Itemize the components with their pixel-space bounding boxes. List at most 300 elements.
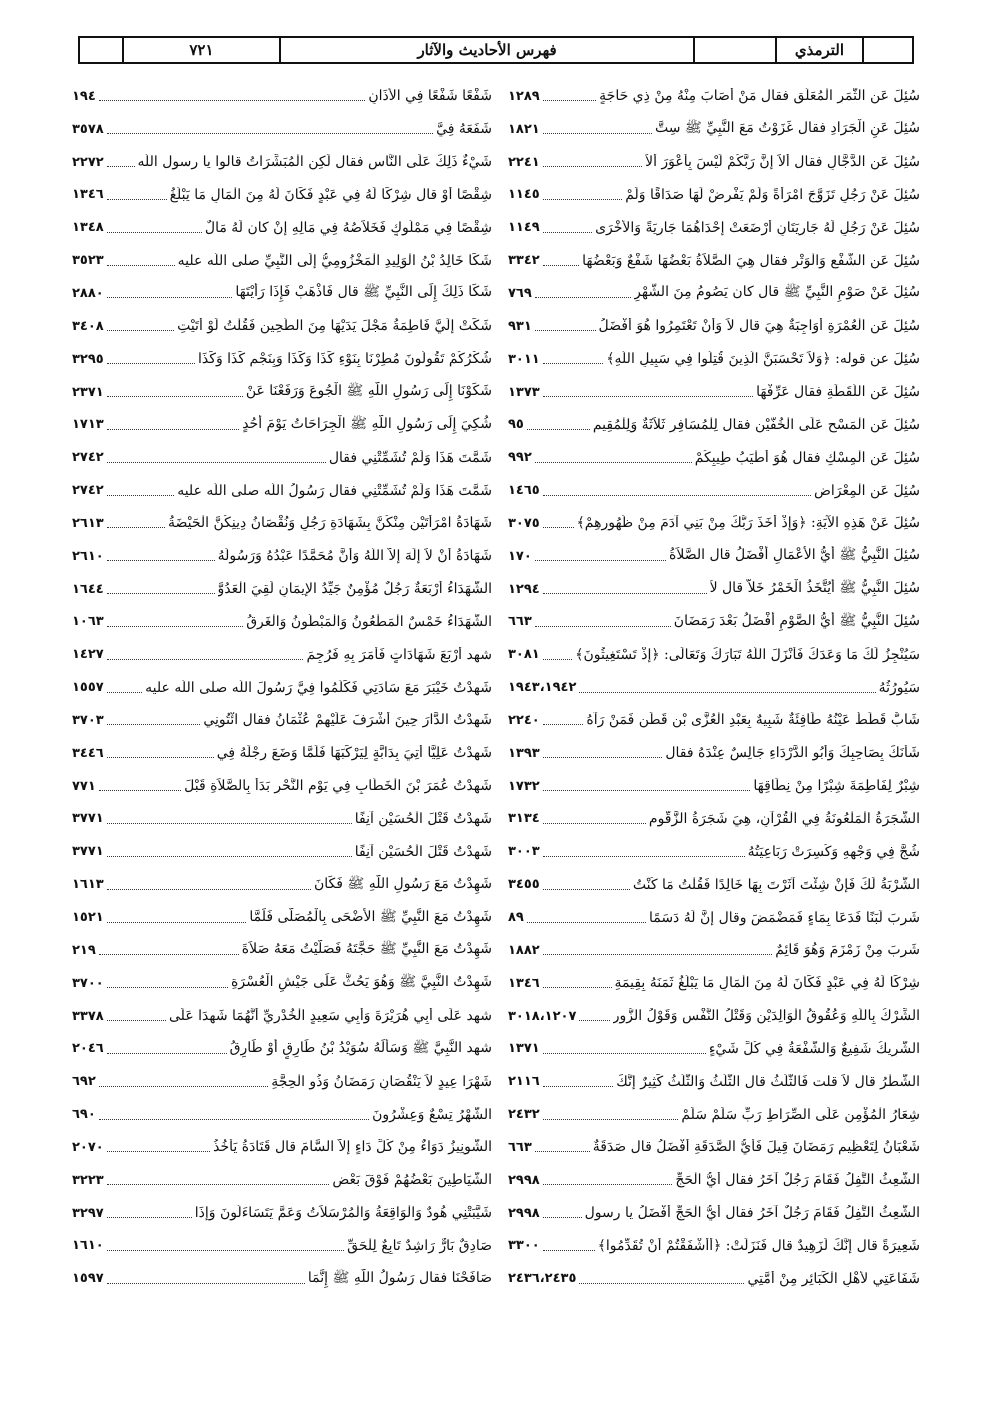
entry-text: صَادِقٌ بَارٌّ رَاشِدٌ تَابِعٌ لِلْحَقِّ [347,1237,492,1254]
leader-dots [107,420,239,430]
index-entry [508,80,920,113]
index-entry [508,1065,920,1098]
hadith-number: ٣٤٥٥ [508,877,540,893]
leader-dots [543,1077,613,1087]
index-entry [508,376,920,409]
index-entry [508,835,920,868]
header-empty-cell-mid [695,38,777,62]
entry-text: الشِّرْكُ بِاللَّهِ وَعُقُوقُ الْوَالِدَيْنِ وَقَتْلُ النَّفْسِ وَقَوْلُ الزُّورِ [612,1008,920,1025]
leader-dots [543,518,574,528]
header-empty-cell-right [864,38,912,62]
leader-dots [107,551,215,561]
leader-dots [107,847,352,857]
index-entry [72,540,492,573]
hadith-number: ١٠٦٣ [72,614,104,630]
hadith-number: ٣٠١٨،١٢٠٧ [508,1008,577,1024]
entry-text: شَهِدْتُ خَيْبَرَ مَعَ سَادَتِي فَكَلَّمُوا فِيَّ رَسُولَ اللَّه صلى اللَّه عليه [145,679,492,696]
index-entry [508,310,920,343]
hadith-number: ٣٠٧٥ [508,515,540,531]
index-entry [72,179,492,212]
hadith-number: ٢١١٦ [508,1074,540,1090]
hadith-number: ١٧٣٢ [508,778,540,794]
leader-dots [107,715,201,725]
leader-dots [107,683,142,693]
leader-dots [543,256,579,266]
index-entry [72,868,492,901]
leader-dots [527,913,646,923]
index-entry [508,113,920,146]
leader-dots [543,223,592,233]
hadith-number: ١٣٧٣ [508,384,540,400]
leader-dots [107,1011,166,1021]
index-entry [508,1098,920,1131]
hadith-number: ١٢٨٩ [508,88,540,104]
hadith-number: ١٨٨٢ [508,942,540,958]
hadith-number: ١٥٥٧ [72,680,104,696]
hadith-number: ٣٠٨١ [508,647,540,663]
hadith-number: ١٩٤ [72,88,96,104]
index-entry [72,1032,492,1065]
index-entry [508,1164,920,1197]
entry-text: شُكْرُكُمْ تَقُولُونَ مُطِرْنَا بِنَوْءِ كَذَا وَكَذَا وَبِنَجْمِ كَذَا وَكَذَا [198,351,492,368]
hadith-number: ١٦١٠ [72,1238,104,1254]
leader-dots [107,387,243,397]
index-entry [508,343,920,376]
leader-dots [543,1110,679,1120]
book-name: الترمذي [777,38,865,62]
hadith-number: ٣٣٧٨ [72,1008,104,1024]
hadith-number: ١٢٩٤ [508,581,540,597]
hadith-number: ٣٠٠٣ [508,844,540,860]
hadith-number: ١٣٤٦ [508,975,540,991]
leader-dots [579,1011,609,1021]
index-entry [508,408,920,441]
hadith-number: ٣٧٠٠ [72,975,104,991]
leader-dots [543,190,622,200]
page-title: فهرس الأحاديث والآثار [281,38,695,62]
index-entry [72,1230,492,1263]
leader-dots [107,748,214,758]
leader-dots [107,650,304,660]
leader-dots [107,453,326,463]
leader-dots [543,814,646,824]
leader-dots [107,814,352,824]
leader-dots [543,650,573,660]
hadith-number: ٢١٩ [72,942,96,958]
index-entry [72,441,492,474]
leader-dots [543,354,604,364]
leader-dots [543,1175,673,1185]
page-number: ٧٢١ [124,38,281,62]
leader-dots [107,978,228,988]
index-entry [508,737,920,770]
entry-text: سُئِلَ عَنِ الْعُمْرَةِ أَوَاجِبَةٌ هِيَ قال لاَ وَأَنْ تَعْتَمِرُوا هُوَ أَفْضَلُ [598,318,920,335]
index-entry [72,146,492,179]
leader-dots [107,223,202,233]
hadith-number: ١٧١٣ [72,417,104,433]
leader-dots [543,1241,595,1251]
leader-dots [107,1274,305,1284]
index-entry [508,179,920,212]
entry-text: شَهِدْتُ مَعَ النَّبِيِّ ﷺ حَجَّتَهُ فَصَلَّيْتُ مَعَهُ صَلاَةَ [241,941,492,958]
leader-dots [107,913,247,923]
hadith-number: ٨٩ [508,910,524,926]
leader-dots [579,683,875,693]
leader-dots [107,190,167,200]
index-entry [508,573,920,606]
entry-text: شَفْعًا شَفْعًا فِي الأَذَانِ [368,88,492,105]
index-entry [508,803,920,836]
entry-text: سُئِلَ عَنِ الْمَسْحِ عَلَى الْخُفَّيْنِ فقال لِلْمُسَافِرِ ثَلاَثَةٌ وَلِلْمُقِيمِ [592,416,920,433]
hadith-number: ٢٦١٠ [72,548,104,564]
entry-text: سُئِلَ عَنِ اللُّقَطَةِ فقال عَرِّفْهَا [756,384,920,401]
entry-text: شُجَّ فِي وَجْهِهِ وَكُسِرَتْ رَبَاعِيَتُهُ [747,843,920,860]
index-entry [72,573,492,606]
entry-text: صَافَحْنَا فقال رَسُولُ اللَّهِ ﷺ إِنَّمَا [307,1269,492,1286]
entry-text: شهد النَّبِيَّ ﷺ وَسَأَلَهُ سُوَيْدُ بْنُ طَارِقٍ أَوْ طَارِقُ [229,1039,492,1056]
entry-text: سُئِلَ عَنِ الدَّجَّالِ فقال أَلاَ إِنَّ رَبَّكُمْ لَيْسَ بِأَعْوَرَ أَلاَ [645,154,920,171]
entry-text: شهد أَرْبَعَ شَهَادَاتٍ فَأَمَرَ بِهِ فَرُجِمَ [306,646,492,663]
hadith-number: ٣٣٤٢ [508,253,540,269]
leader-dots [99,91,366,101]
entry-text: شِقْصًا أَوْ قال شِرْكًا لَهُ فِي عَبْدٍ فَكَانَ لَهُ مِنَ الْمَالِ مَا يَبْلُغُ [169,186,492,203]
index-entry [72,1262,492,1295]
entry-text: شَهَادَةُ أَنْ لاَ إِلَهَ إِلاَّ اللَّهُ وَأَنَّ مُحَمَّدًا عَبْدُهُ وَرَسُولُهُ [217,548,492,565]
hadith-number: ٢٢٧٢ [72,154,104,170]
hadith-number: ٩٣١ [508,318,532,334]
hadith-number: ٢٧٤٢ [72,483,104,499]
hadith-number: ١٣٧١ [508,1041,540,1057]
leader-dots [543,715,584,725]
entry-text: شَهِدْتُ عَلِيًّا أُتِيَ بِدَابَّةٍ لِيَرْكَبَهَا فَلَمَّا وَضَعَ رِجْلَهُ فِي [216,745,492,762]
leader-dots [543,978,612,988]
leader-dots [535,1142,590,1152]
entry-text: سُئِلَ عَنْ رَجُلٍ لَهُ جَارِيَتَانِ أَرْضَعَتْ إِحْدَاهُمَا جَارِيَةً وَالأُخْرَى [595,219,920,236]
index-entry [508,1032,920,1065]
index-entry [72,277,492,310]
entry-text: سَيُنْجِزُ لَكَ مَا وَعَدَكَ فَأَنْزَلَ اللَّهُ تَبَارَكَ وَتَعَالَى: ﴿إِذْ تَسْتَغِيثُونَ﴾ [575,646,920,663]
leader-dots [543,945,772,955]
hadith-number: ٦٩٠ [72,1107,96,1123]
entry-text: شَهِدْتُ عُمَرَ بْنَ الْخَطَّابِ فِي يَوْمِ النَّحْرِ بَدَأَ بِالصَّلاَةِ قَبْلَ [184,778,492,795]
hadith-number: ١٦٤٤ [72,581,104,597]
leader-dots [543,1208,582,1218]
entry-text: شَمَّتَ هَذَا وَلَمْ تُشَمِّتْنِي فقال [328,449,492,466]
leader-dots [107,1208,192,1218]
index-entry [72,474,492,507]
right-column [508,80,920,1295]
index-entry [72,1197,492,1230]
entry-text: سَيُورُثُهُ [878,679,920,696]
entry-text: شَهِدْتُ مَعَ رَسُولِ اللَّهِ ﷺ فَكَانَ [314,875,492,892]
entry-text: الشُّونِيزُ دَوَاءٌ مِنْ كُلِّ دَاءٍ إِلاَّ السَّامَ قال قَتَادَةُ يَأْخُذُ [213,1139,492,1156]
hadith-number: ٣٣٠٠ [508,1238,540,1254]
index-entry [508,1131,920,1164]
index-entry [508,441,920,474]
leader-dots [543,880,630,890]
leader-dots [543,124,652,134]
leader-dots [107,1044,227,1054]
index-entry [72,967,492,1000]
hadith-number: ٢٤٣٢ [508,1107,540,1123]
index-entry [72,704,492,737]
entry-text: الشَّعِثُ التَّفِلُ فَقَامَ رَجُلٌ آخَرُ فقال أَيُّ الْحَجِّ أَفْضَلُ يا رسول [584,1205,920,1222]
entry-text: سُئِلَ النَّبِيُّ ﷺ أَيُّ الصَّوْمِ أَفْضَلُ بَعْدَ رَمَضَانَ [673,612,920,629]
index-entry [72,211,492,244]
index-entry [508,967,920,1000]
leader-dots [543,387,753,397]
hadith-number: ٢٩٩٨ [508,1172,540,1188]
leader-dots [107,1142,210,1152]
leader-dots [107,321,174,331]
hadith-number: ٢٢٤٠ [508,712,540,728]
entry-text: الشُّهَدَاءُ خَمْسٌ الْمَطْعُونُ وَالْمَبْطُونُ وَالْغَرِقُ [246,613,492,630]
entry-text: سُئِلَ عَنِ الْجَرَادِ فقال غَزَوْتُ مَعَ النَّبِيِّ ﷺ سِتَّ [654,120,920,137]
hadith-number: ٣٥٧٨ [72,121,104,137]
entry-text: سُئِلَ عَنْ رَجُلٍ تَزَوَّجَ امْرَأَةً وَلَمْ يَفْرِضْ لَهَا صَدَاقًا وَلَمْ [625,186,920,203]
entry-text: سُئِلَ عَنِ الثَّمَرِ الْمُعَلَّقِ فقال مَنْ أَصَابَ مِنْهُ مِنْ ذِي حَاجَةٍ [599,88,920,105]
hadith-number: ١٧٠ [508,548,532,564]
leader-dots [99,1110,369,1120]
hadith-number: ٣٧٠٣ [72,712,104,728]
entry-text: شَهِدْتُ النَّبِيَّ ﷺ وَهُوَ يَحُثُّ عَلَى جَيْشِ الْعُسْرَةِ [231,974,492,991]
leader-dots [543,486,811,496]
index-entry [508,606,920,639]
hadith-number: ٢٤٣٦،٢٤٣٥ [508,1271,577,1287]
index-entry [72,1000,492,1033]
hadith-number: ٢٩٩٨ [508,1205,540,1221]
entry-text: شَمَّتَ هَذَا وَلَمْ تُشَمِّتْنِي فقال رَسُولُ اللَّه صلى اللَّه عليه [177,482,492,499]
index-entry [72,606,492,639]
entry-text: سُئِلَ عَنِ الْمِسْكِ فقال هُوَ أَطْيَبُ طِيبِكُمْ [694,449,920,466]
entry-text: شِقْصًا فِي مَمْلُوكٍ فَخَلاَصُهُ فِي مَالِهِ إِنْ كان لَهُ مَالٌ [204,219,492,236]
entry-text: سُئِلَ عَنِ الْمِعْرَاضِ [813,482,920,499]
entry-text: الشَّهْرُ تِسْعٌ وَعِشْرُونَ [372,1106,492,1123]
index-entry [72,835,492,868]
entry-text: سُئِلَ عَنِ الشَّفْعِ وَالْوَتْرِ فقال هِيَ الصَّلاَةُ بَعْضُهَا شَفْعٌ وَبَعْضُهَا [582,252,920,269]
leader-dots [107,157,135,167]
hadith-number: ١٩٤٣،١٩٤٢ [508,680,577,696]
leader-dots [99,781,181,791]
entry-text: شَابٌّ قَطَطٌ عَيْنُهُ طَافِئَةٌ شَبِيهٌ بِعَبْدِ الْعُزَّى بْنِ قَطَنٍ فَمَنْ رَآهُ [586,712,920,729]
leader-dots [535,551,666,561]
entry-text: شهد عَلَى أَبِي هُرَيْرَةَ وَأَبِي سَعِيدٍ الْخُدْرِيِّ أَنَّهُمَا شَهِدَا عَلَى [169,1008,492,1025]
leader-dots [579,1274,744,1284]
index-entry [72,376,492,409]
leader-dots [107,518,165,528]
leader-dots [527,420,590,430]
hadith-number: ٣٥٢٣ [72,253,104,269]
hadith-number: ٣٤٠٨ [72,318,104,334]
index-page [72,36,920,1376]
index-entry [508,638,920,671]
hadith-number: ٦٦٣ [508,614,532,630]
index-entry [72,408,492,441]
entry-text: شَكَا خَالِدُ بْنُ الْوَلِيدِ الْمَخْزُومِيُّ إِلَى النَّبِيِّ صلى اللَّه عليه [177,252,492,269]
index-entry [508,1000,920,1033]
index-entry [508,146,920,179]
entry-text: الشُّهَدَاءُ أَرْبَعَةٌ رَجُلٌ مُؤْمِنٌ جَيِّدُ الإِيمَانِ لَقِيَ الْعَدُوَّ [217,581,492,598]
leader-dots [535,288,631,298]
hadith-number: ١١٤٩ [508,220,540,236]
index-entry [508,244,920,277]
entry-text: الشَّرْبَةُ لَكَ فَإِنْ شِئْتَ آثَرْتَ بِهَا خَالِدًا فَقُلْتُ مَا كُنْتُ [632,876,920,893]
hadith-number: ٣٧٧١ [72,844,104,860]
entry-text: شَفَعَهُ فِيَّ [436,121,492,138]
hadith-number: ١٥٩٧ [72,1271,104,1287]
hadith-number: ١٤٦٥ [508,483,540,499]
entry-text: شَهَادَةُ امْرَأَتَيْنِ مِنْكُنَّ بِشَهَادَةِ رَجُلٍ وَنُقْصَانُ دِينِكُنَّ الْحَيْضَةُ [168,515,492,532]
hadith-number: ١٣٤٨ [72,220,104,236]
leader-dots [535,617,671,627]
hadith-number: ٢٣٧١ [72,384,104,400]
entry-text: سُئِلَ النَّبِيُّ ﷺ أَيُتَّخَذُ الْخَمْرُ خَلاًّ قال لاَ [709,580,920,597]
entry-text: شَكَوْنَا إِلَى رَسُولِ اللَّهِ ﷺ الْجُوعَ وَرَفَعْنَا عَنْ [245,383,492,400]
hadith-number: ٦٩٢ [72,1074,96,1090]
entry-text: شِرْكًا لَهُ فِي عَبْدٍ فَكَانَ لَهُ مِنَ الْمَالِ مَا يَبْلُغُ ثَمَنَهُ بِقِيمَةِ [614,975,920,992]
leader-dots [535,321,596,331]
entry-text: شَأْنَكَ بِصَاحِبِكَ وَأَبُو الدَّرْدَاءِ جَالِسٌ عِنْدَهُ فقال [665,745,920,762]
entry-text: شَهِدْتُ مَعَ النَّبِيِّ ﷺ الأَضْحَى بِالْمُصَلَّى فَلَمَّا [249,908,492,925]
index-entry [72,1065,492,1098]
entry-text: شَكَتْ إِلَيَّ فَاطِمَةُ مَجْلَ يَدَيْهَا مِنَ الطَّحِينِ فَقُلْتُ لَوْ أَتَيْتِ [177,318,492,335]
hadith-number: ٧٧١ [72,778,96,794]
entry-text: شَهِدْتُ قَتْلَ الْحُسَيْنِ آنِفًا [354,843,492,860]
hadith-number: ١٨٢١ [508,121,540,137]
hadith-number: ٧٦٩ [508,285,532,301]
hadith-number: ٢٦١٣ [72,515,104,531]
leader-dots [107,880,311,890]
leader-dots [107,124,433,134]
index-entry [508,868,920,901]
hadith-number: ٢٧٤٢ [72,450,104,466]
index-entry [508,277,920,310]
entry-text: شَيْءٌ ذَلِكَ عَلَى النَّاسِ فقال لَكِنِ الْمُبَشِّرَاتُ قالوا يا رسول اللَّه [137,154,492,171]
index-entry [72,770,492,803]
hadith-number: ١٤٢٧ [72,647,104,663]
hadith-number: ٢٨٨٠ [72,285,104,301]
leader-dots [107,1241,344,1251]
index-entry [508,704,920,737]
leader-dots [107,256,175,266]
entry-text: شَهِدْتُ قَتْلَ الْحُسَيْنِ آنِفًا [354,810,492,827]
hadith-number: ١٥٢١ [72,910,104,926]
leader-dots [543,781,751,791]
index-entry [508,901,920,934]
entry-text: الشَّرِيكُ شَفِيعٌ وَالشُّفْعَةُ فِي كُلِّ شَيْءٍ [708,1040,920,1057]
entry-text: الشَّيَاطِينَ بَعْضُهُمْ فَوْقَ بَعْضٍ [332,1172,492,1189]
entry-text: شَرِبَ لَبَنًا فَدَعَا بِمَاءٍ فَمَضْمَضَ وقال إِنَّ لَهُ دَسَمًا [648,909,920,926]
index-entry [72,1131,492,1164]
entry-text: شِعَارُ الْمُؤْمِنِ عَلَى الصِّرَاطِ رَبِّ سَلِّمْ سَلِّمْ [681,1106,920,1123]
hadith-number: ٩٥ [508,417,524,433]
entry-text: شَهِدْتُ الدَّارَ حِينَ أَشْرَفَ عَلَيْهِمْ عُثْمَانُ فقال ائْتُونِي [203,712,492,729]
hadith-number: ٢٢٤١ [508,154,540,170]
entry-text: شَكَا ذَلِكَ إِلَى النَّبِيِّ ﷺ قال فَاذْهَبْ فَإِذَا رَأَيْتَهَا [235,284,492,301]
hadith-number: ٣٢٩٧ [72,1205,104,1221]
entry-text: سُئِلَ عن قوله: ﴿وَلاَ تَحْسَبَنَّ الَّذِينَ قُتِلُوا فِي سَبِيلِ اللَّهِ﴾ [606,351,920,368]
index-entry [72,934,492,967]
index-entry [508,1262,920,1295]
leader-dots [543,847,745,857]
index-entry [508,671,920,704]
hadith-number: ٣٠١١ [508,351,540,367]
hadith-number: ٣٤٤٦ [72,745,104,761]
leader-dots [107,617,243,627]
hadith-number: ٢٠٤٦ [72,1041,104,1057]
index-entry [508,1197,920,1230]
index-entry [508,1230,920,1263]
leader-dots [543,91,596,101]
leader-dots [535,453,692,463]
page-header [78,36,914,64]
index-entry [508,474,920,507]
index-entry [72,901,492,934]
entry-text: شُكِيَ إِلَى رَسُولِ اللَّهِ ﷺ الْجِرَاحَاتُ يَوْمَ أُحُدٍ [242,415,492,432]
index-entry [508,540,920,573]
hadith-number: ٣٢٢٣ [72,1172,104,1188]
index-entry [72,310,492,343]
hadith-number: ١٣٤٦ [72,187,104,203]
leader-dots [543,584,707,594]
index-entry [508,507,920,540]
index-entry [72,737,492,770]
entry-text: الشَّطْرُ قال لاَ قلت فَالثُّلُثُ قال الثُّلُثُ وَالثُّلُثُ كَثِيرٌ إِنَّكَ [616,1073,920,1090]
index-entry [508,934,920,967]
index-entry [72,671,492,704]
index-entry [72,244,492,277]
hadith-number: ٦٦٣ [508,1139,532,1155]
leader-dots [543,748,663,758]
hadith-number: ٢٠٧٠ [72,1139,104,1155]
hadith-number: ٩٩٢ [508,450,532,466]
entry-text: الشَّجَرَةُ الْمَلْعُونَةُ فِي الْقُرْآنِ، هِيَ شَجَرَةُ الزَّقُّومِ [648,810,920,827]
index-entry [72,343,492,376]
hadith-number: ١٣٩٣ [508,745,540,761]
entry-text: سُئِلَ النَّبِيُّ ﷺ أَيُّ الأَعْمَالِ أَفْضَلُ قال الصَّلاَةُ [669,547,920,564]
index-entry [508,211,920,244]
entry-text: شَعِيرَةً قال إِنَّكَ لَزَهِيدٌ قال فَنَزَلَتْ: ﴿أَأَشْفَقْتُمْ أَنْ تُقَدِّمُوا﴾ [597,1237,920,1254]
entry-text: شَرِبَ مِنْ زَمْزَمَ وَهُوَ قَائِمٌ [775,942,920,959]
index-entry [508,770,920,803]
index-entry [72,113,492,146]
index-entry [72,80,492,113]
entry-text: الشَّعِثُ التَّفِلُ فَقَامَ رَجُلٌ آخَرُ فقال أَيُّ الْحَجِّ [675,1172,920,1189]
leader-dots [543,1044,706,1054]
leader-dots [107,1175,330,1185]
index-entry [72,1164,492,1197]
index-entry [72,803,492,836]
entry-text: شَهْرَا عِيدٍ لاَ يَنْقُصَانِ رَمَضَانُ وَذُو الْحِجَّةِ [271,1073,492,1090]
leader-dots [543,157,642,167]
index-entry [72,507,492,540]
leader-dots [107,354,195,364]
hadith-number: ١٦١٣ [72,877,104,893]
header-empty-cell-left [80,38,124,62]
entry-text: شَعْبَانُ لِتَعْظِيمِ رَمَضَانَ قِيلَ فَأَيُّ الصَّدَقَةِ أَفْضَلُ قال صَدَقَةٌ [592,1139,920,1156]
hadith-number: ٣٢٩٥ [72,351,104,367]
leader-dots [107,288,233,298]
entry-text: سُئِلَ عَنْ هَذِهِ الآيَةِ: ﴿وَإِذْ أَخَذَ رَبُّكَ مِنْ بَنِي آدَمَ مِنْ ظُهُورِهِمْ﴾ [576,515,920,532]
leader-dots [99,945,239,955]
leader-dots [107,486,174,496]
hadith-number: ٣٧٧١ [72,811,104,827]
leader-dots [99,1077,268,1087]
hadith-number: ٣١٣٤ [508,811,540,827]
entry-text: شِبْرٌ لِفَاطِمَةَ شِبْرًا مِنْ نِطَاقِهَا [753,778,920,795]
leader-dots [107,584,215,594]
index-entry [72,638,492,671]
